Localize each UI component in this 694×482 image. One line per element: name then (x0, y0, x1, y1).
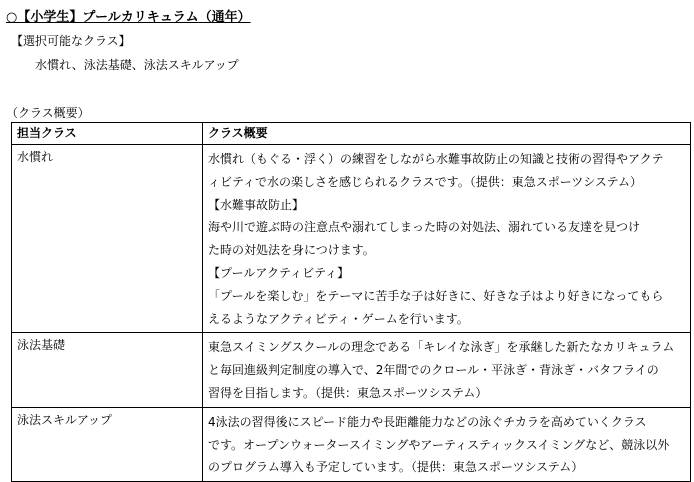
overview-line: 習得を目指します。（提供：東急スポーツシステム） (208, 385, 488, 400)
overview-line: 海や川で遊ぶ時の注意点や溺れてしまった時の対処法、溺れている友達を見つけ (208, 220, 641, 235)
overview-line: えるようなアクティビティ・ゲームを行います。 (208, 311, 469, 326)
overview-line: 東急スイミングスクールの理念である「キレイな泳ぎ」を承継した新たなカリキュラム (208, 340, 675, 355)
class-overview-cell (203, 145, 691, 333)
overview-line: 4泳法の習得後にスピード能力や長距離能力などの泳ぐチカラを高めていくクラス (208, 414, 647, 429)
class-overview-cell (203, 407, 691, 481)
overview-line: 水慣れ（もぐる・浮く）の練習をしながら水難事故防止の知識と技術の習得やアクテ (208, 152, 664, 166)
class-overview-table (11, 122, 691, 482)
selectable-classes-list: 水慣れ、泳法基礎、泳法スキルアップ (35, 58, 239, 72)
table-row (12, 407, 691, 481)
table-header-row (12, 123, 691, 145)
overview-line: のプログラム導入も予定しています。（提供：東急スポーツシステム） (208, 460, 584, 475)
table-row (12, 145, 691, 333)
document-title: ○【小学生】プールカリキュラム（通年） (6, 10, 251, 25)
class-overview-cell (203, 333, 691, 407)
overview-line: 「プールを楽しむ」をテーマに苦手な子は好きに、好きな子はより好きになってもら (208, 288, 664, 303)
overview-line: と毎回進級判定制度の導入で、2年間でのクロール・平泳ぎ・背泳ぎ・バタフライの (208, 363, 659, 378)
class-name-cell: 泳法基礎 (12, 333, 203, 407)
overview-line: た時の対処法を身につけます。 (208, 243, 375, 258)
overview-subheading: 【プールアクティビティ】 (208, 265, 350, 280)
header-class-overview: クラス概要 (203, 123, 691, 145)
class-name-cell: 水慣れ (12, 145, 203, 333)
overview-line: ィビティで水の楽しさを感じられるクラスです。（提供：東急スポーツシステム） (208, 174, 643, 189)
header-class-name: 担当クラス (12, 123, 203, 145)
overview-line: です。オープンウォータースイミングやアーティスティックスイミングなど、競泳以外 (208, 437, 670, 452)
table-caption: （クラス概要） (6, 106, 90, 120)
table-row (12, 333, 691, 407)
class-name-cell: 泳法スキルアップ (12, 407, 203, 481)
overview-subheading: 【水難事故防止】 (208, 197, 305, 212)
selectable-classes-heading: 【選択可能なクラス】 (11, 34, 131, 48)
